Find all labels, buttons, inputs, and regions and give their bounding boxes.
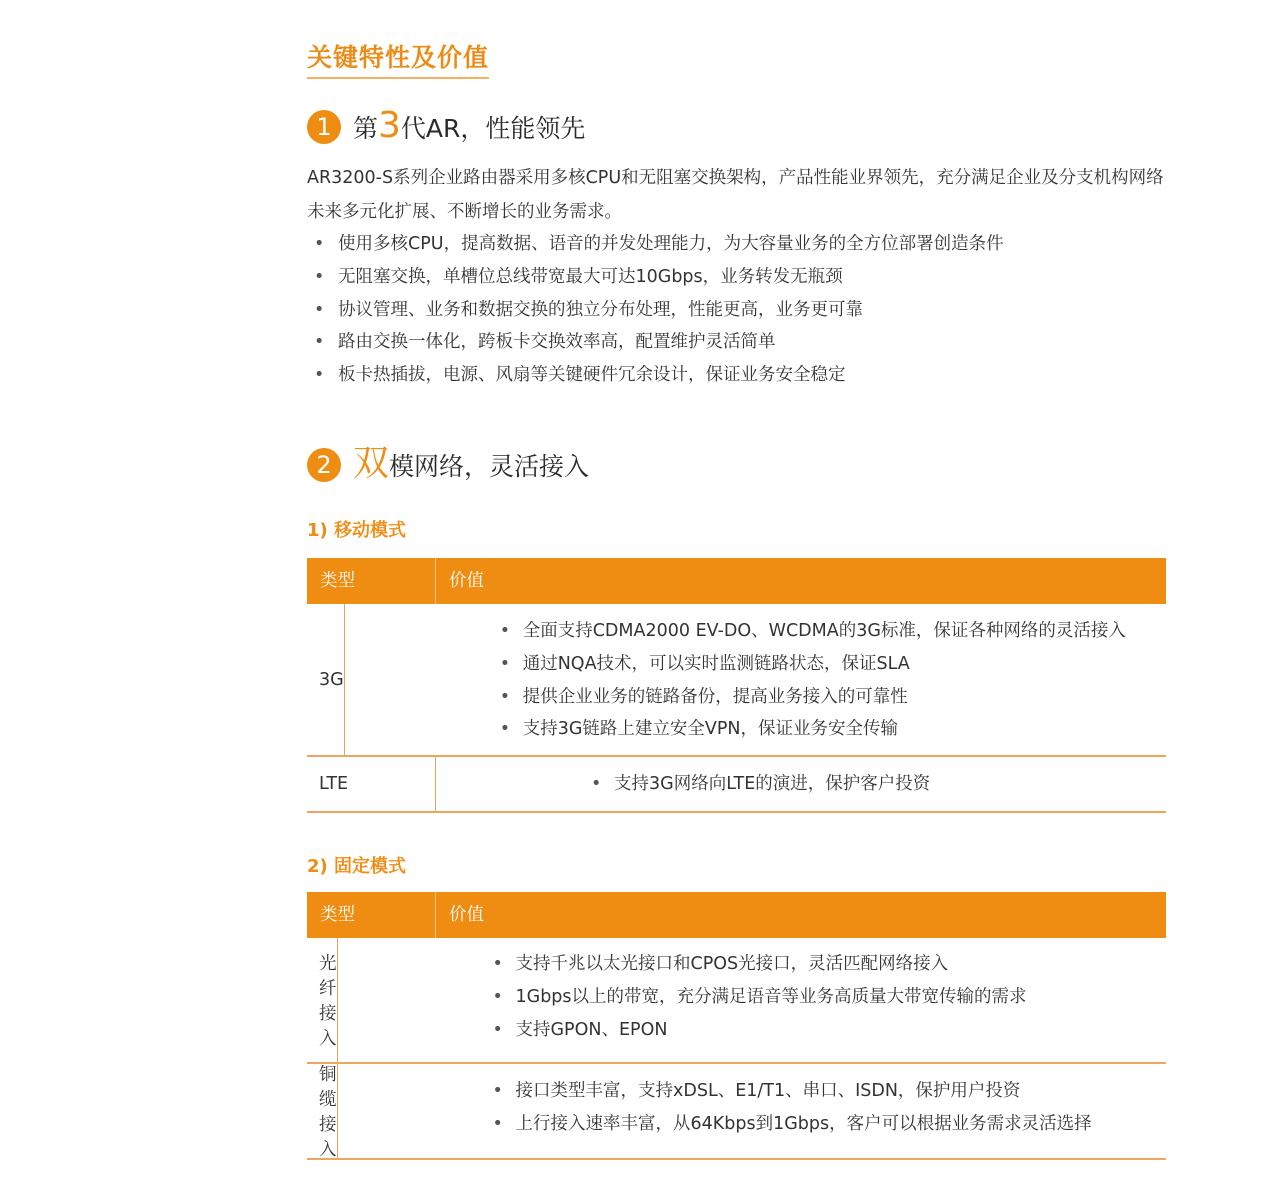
table-cell-value (338, 1064, 1233, 1158)
table-cell-bullet-list (479, 948, 1027, 1046)
table-cell-type: 3G (307, 604, 345, 755)
list-item: • 无阻塞交换，单槽位总线带宽最大可达10Gbps，业务转发无瓶颈 (307, 261, 1004, 294)
table-cell-value (338, 938, 1168, 1062)
list-item: • 路由交换一体化，跨板卡交换效率高，配置维护灵活简单 (307, 326, 1004, 359)
list-item: • 上行接入速率丰富，从64Kbps到1Gbps，客户可以根据业务需求灵活选择 (479, 1108, 1092, 1141)
fixed-mode-table (307, 892, 1166, 1160)
table-header-row (307, 892, 1166, 938)
list-item: • 使用多核CPU，提高数据、语音的并发处理能力，为大容量业务的全方位部署创造条件 (307, 228, 1004, 261)
mobile-mode-subheading: 1) 移动模式 (307, 520, 407, 541)
list-item: • 提供企业业务的链路备份，提高业务接入的可靠性 (486, 681, 1126, 714)
list-item: • 支持GPON、EPON (479, 1014, 1027, 1047)
table-row (307, 604, 1166, 757)
table-cell-value (345, 604, 1267, 755)
table-cell-type: LTE (307, 757, 436, 811)
table-cell-bullet-list (486, 615, 1126, 746)
fixed-mode-subheading: 2) 固定模式 (307, 856, 407, 877)
section1-heading (307, 105, 586, 146)
section2-number-badge: 2 (307, 448, 341, 482)
section2-heading (307, 443, 590, 484)
list-item: • 接口类型丰富，支持xDSL、E1/T1、串口、ISDN，保护用户投资 (479, 1075, 1092, 1108)
table-cell-value (436, 757, 1166, 811)
section1-title-suffix: 代AR，性能领先 (400, 114, 586, 143)
table-cell-bullet-list (479, 1075, 1092, 1141)
table-cell-bullet-list (577, 768, 1025, 801)
section2-title-accent: 双 (353, 443, 390, 484)
section1-title-accent: 3 (378, 105, 401, 146)
table-row (307, 757, 1166, 813)
section1-number-badge: 1 (307, 110, 341, 144)
table-header-value: 价值 (449, 905, 484, 925)
section2-title-suffix: 模网络，灵活接入 (389, 452, 590, 481)
table-header-type: 类型 (307, 892, 436, 938)
list-item: • 支持3G链路上建立安全VPN，保证业务安全传输 (486, 713, 1126, 746)
list-item: • 1Gbps以上的带宽，充分满足语音等业务高质量大带宽传输的需求 (479, 981, 1027, 1014)
table-cell-type: 铜缆接入 (307, 1064, 338, 1158)
section1-title-prefix: 第 (353, 114, 379, 143)
table-cell-type: 光纤接入 (307, 938, 338, 1062)
table-row (307, 938, 1166, 1064)
section1-intro: AR3200-S系列企业路由器采用多核CPU和无阻塞交换架构，产品性能业界领先，充分满足企业及分支机构网络未来多元化扩展、不断增长的业务需求。 (307, 168, 1164, 222)
list-item: • 全面支持CDMA2000 EV-DO、WCDMA的3G标准，保证各种网络的灵活接入 (486, 615, 1126, 648)
table-header-type: 类型 (307, 558, 436, 604)
page-title: 关键特性及价值 (307, 38, 489, 79)
list-item: • 通过NQA技术，可以实时监测链路状态，保证SLA (486, 648, 1126, 681)
list-item: • 支持千兆以太光接口和CPOS光接口，灵活匹配网络接入 (479, 948, 1027, 981)
section1-bullet-list (307, 228, 1004, 392)
table-header-value: 价值 (449, 571, 484, 591)
list-item: • 协议管理、业务和数据交换的独立分布处理，性能更高，业务更可靠 (307, 294, 1004, 327)
table-row (307, 1064, 1166, 1160)
mobile-mode-table (307, 558, 1166, 813)
section1-title (353, 105, 586, 146)
list-item: • 支持3G网络向LTE的演进，保护客户投资 (577, 768, 1025, 801)
list-item: • 板卡热插拔，电源、风扇等关键硬件冗余设计，保证业务安全稳定 (307, 359, 1004, 392)
section2-title (353, 443, 590, 484)
table-header-row (307, 558, 1166, 604)
